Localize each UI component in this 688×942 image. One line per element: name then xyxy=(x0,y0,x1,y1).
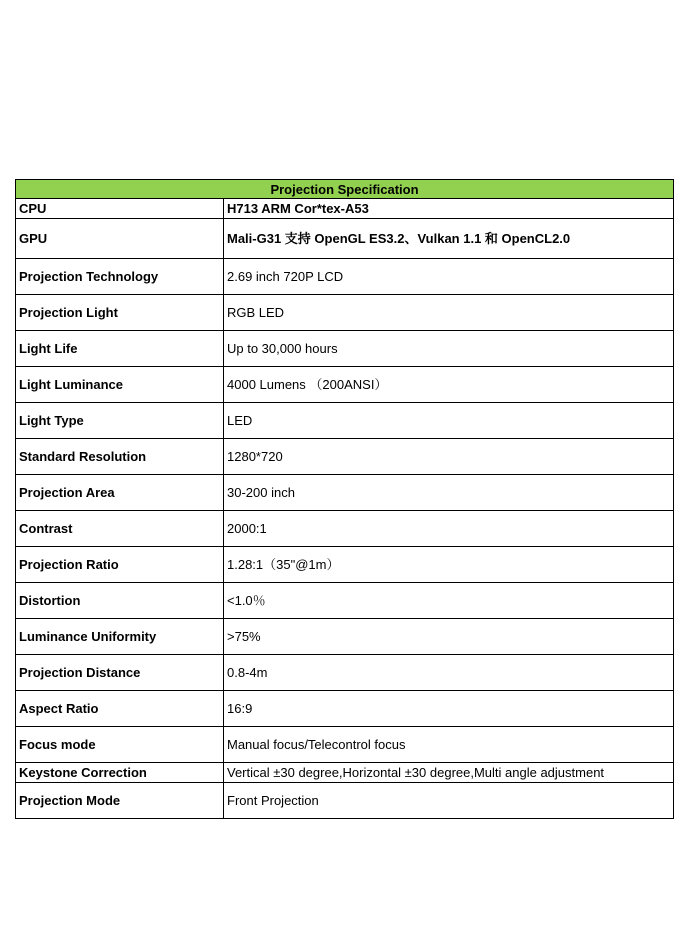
table-title: Projection Specification xyxy=(16,180,674,199)
table-row xyxy=(16,727,674,763)
table-header-row xyxy=(16,180,674,199)
table-row xyxy=(16,691,674,727)
row-label: Distortion xyxy=(16,583,224,619)
table-row xyxy=(16,783,674,819)
row-label: Luminance Uniformity xyxy=(16,619,224,655)
row-label: Projection Distance xyxy=(16,655,224,691)
row-label: Projection Technology xyxy=(16,259,224,295)
table-row xyxy=(16,619,674,655)
row-label: Keystone Correction xyxy=(16,763,224,783)
row-label: Light Luminance xyxy=(16,367,224,403)
row-value: 2.69 inch 720P LCD xyxy=(224,259,674,295)
row-value: <1.0％ xyxy=(224,583,674,619)
row-value: Up to 30,000 hours xyxy=(224,331,674,367)
table-row xyxy=(16,219,674,259)
table-row xyxy=(16,511,674,547)
row-value: Mali-G31 支持 OpenGL ES3.2、Vulkan 1.1 和 OpenCL2.0 xyxy=(224,219,674,259)
row-value: 2000:1 xyxy=(224,511,674,547)
row-value: 4000 Lumens （200ANSI） xyxy=(224,367,674,403)
table-row xyxy=(16,439,674,475)
row-value: RGB LED xyxy=(224,295,674,331)
row-value: 1.28:1（35"@1m） xyxy=(224,547,674,583)
row-value: 16:9 xyxy=(224,691,674,727)
row-label: Light Life xyxy=(16,331,224,367)
table-row xyxy=(16,547,674,583)
row-label: GPU xyxy=(16,219,224,259)
table-row xyxy=(16,475,674,511)
row-label: Projection Ratio xyxy=(16,547,224,583)
row-label: CPU xyxy=(16,199,224,219)
table-row xyxy=(16,403,674,439)
row-value: 0.8-4m xyxy=(224,655,674,691)
row-value: >75% xyxy=(224,619,674,655)
table-row xyxy=(16,331,674,367)
row-value: Front Projection xyxy=(224,783,674,819)
projection-spec-table xyxy=(15,179,674,819)
row-value: 30-200 inch xyxy=(224,475,674,511)
table-row xyxy=(16,295,674,331)
row-label: Projection Area xyxy=(16,475,224,511)
row-label: Aspect Ratio xyxy=(16,691,224,727)
row-value: 1280*720 xyxy=(224,439,674,475)
row-label: Contrast xyxy=(16,511,224,547)
row-value: Manual focus/Telecontrol focus xyxy=(224,727,674,763)
row-label: Standard Resolution xyxy=(16,439,224,475)
row-value: H713 ARM Cor*tex-A53 xyxy=(224,199,674,219)
table-row xyxy=(16,199,674,219)
row-value: Vertical ±30 degree,Horizontal ±30 degree,Multi angle adjustment xyxy=(224,763,674,783)
row-label: Projection Mode xyxy=(16,783,224,819)
table-row xyxy=(16,583,674,619)
table-row xyxy=(16,259,674,295)
table-row xyxy=(16,763,674,783)
table-row xyxy=(16,655,674,691)
row-label: Projection Light xyxy=(16,295,224,331)
row-label: Focus mode xyxy=(16,727,224,763)
table-row xyxy=(16,367,674,403)
row-label: Light Type xyxy=(16,403,224,439)
row-value: LED xyxy=(224,403,674,439)
